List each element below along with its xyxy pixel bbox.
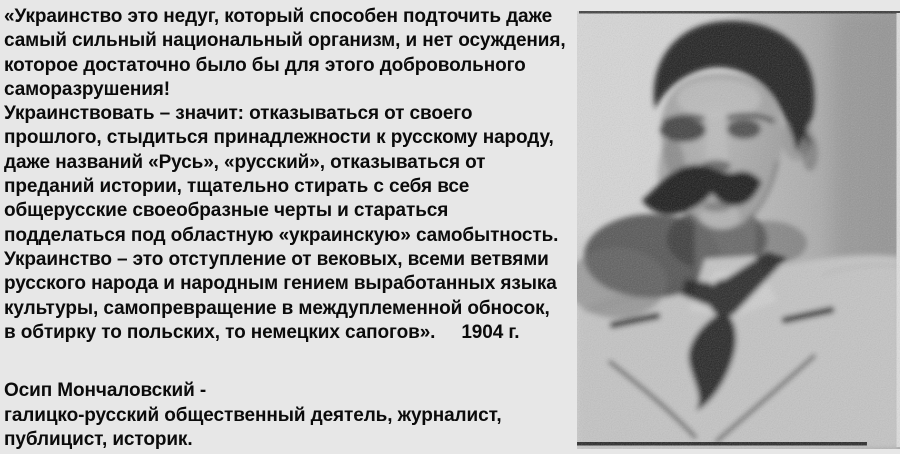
quote-line: общерусские своеобразные черты и стараться xyxy=(4,200,449,222)
quote-text-block xyxy=(4,5,584,345)
quote-line: которое достаточно было бы для этого добровольного xyxy=(4,54,526,76)
quote-line: в обтирку то польских, то немецких сапогов». xyxy=(4,321,436,343)
attribution-role: галицко-русский общественный деятель, журналист, xyxy=(4,404,502,426)
attribution-role: публицист, историк. xyxy=(4,429,193,451)
quote-line: самый сильный национальный организм, и нет осуждения, xyxy=(4,30,566,52)
quote-line: Украинство – это отступление от вековых, всеми ветвями xyxy=(4,248,549,270)
portrait-photo-svg xyxy=(577,11,900,449)
quote-line: прошлого, стыдиться принадлежности к русскому народу, xyxy=(4,127,554,149)
quote-date: 1904 г. xyxy=(461,321,520,343)
quote-line: русского народа и народным гением выработанных языка xyxy=(4,273,557,295)
portrait-photo xyxy=(577,11,900,449)
attribution-name: Осип Мончаловский - xyxy=(4,380,207,401)
quote-line: преданий истории, тщательно стирать с себя все xyxy=(4,176,470,198)
attribution-block xyxy=(4,379,584,453)
quote-last-line xyxy=(4,321,584,345)
quote-line: Украинствовать – значит: отказываться от своего xyxy=(4,103,473,125)
quote-line: саморазрушения! xyxy=(4,78,171,100)
quote-line: подделаться под областную «украинскую» самобытность. xyxy=(4,224,559,246)
grain-overlay xyxy=(577,11,900,449)
quote-line: «Украинство это недуг, который способен подточить даже xyxy=(4,6,553,27)
quote-line: культуры, самопревращение в междуплеменной обносок, xyxy=(4,297,550,319)
quote-line: даже названий «Русь», «русский», отказываться от xyxy=(4,151,486,173)
